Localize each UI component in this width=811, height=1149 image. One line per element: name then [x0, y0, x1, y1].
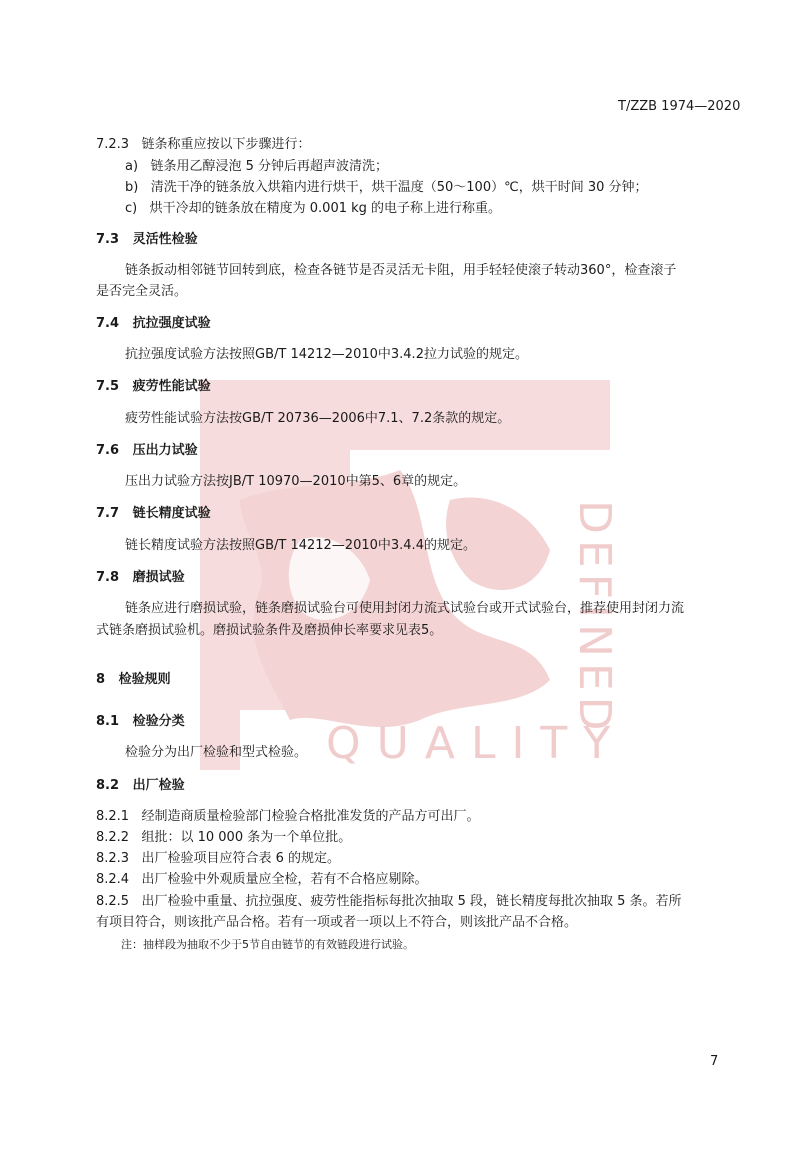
section-number: 8.2: [96, 778, 120, 793]
section-heading-8-1: [96, 713, 185, 731]
clause-text: 链条称重应按以下步骤进行：: [141, 137, 311, 152]
paragraph: 式链条磨损试验机。磨损试验条件及磨损伸长率要求见表5。: [96, 623, 443, 638]
clause-text: 出厂检验中外观质量应全检，若有不合格应剔除。: [141, 872, 428, 887]
clause-number: 7.2.3: [96, 137, 130, 152]
section-heading-7-7: [96, 505, 211, 523]
clause-text: 组批：以 10 000 条为一个单位批。: [141, 830, 352, 845]
watermark-defined: DEFINED: [569, 500, 620, 737]
list-item: [125, 200, 501, 218]
section-heading-7-4: [96, 315, 211, 333]
paragraph: 有项目符合，则该批产品合格。若有一项或者一项以上不符合，则该批产品不合格。: [96, 915, 578, 930]
paragraph: 是否完全灵活。: [96, 284, 188, 299]
section-heading-7-5: [96, 378, 211, 396]
list-marker: c): [125, 201, 138, 216]
chapter-heading-8: [96, 671, 171, 689]
section-heading-7-3: [96, 231, 198, 249]
section-heading-8-2: [96, 777, 185, 795]
paragraph: 检验分为出厂检验和型式检验。: [125, 745, 308, 760]
clause-number: 8.2.5: [96, 894, 130, 909]
section-title: 疲劳性能试验: [132, 379, 211, 394]
list-item: [125, 158, 388, 176]
clause-8-2-5: [96, 893, 682, 911]
clause-8-2-4: [96, 871, 428, 889]
section-title: 磨损试验: [132, 570, 185, 585]
paragraph: 链条应进行磨损试验，链条磨损试验台可使用封闭力流式试验台或开式试验台，推荐使用封闭力流: [125, 601, 685, 616]
section-number: 7.3: [96, 232, 120, 247]
list-text: 烘干冷却的链条放在精度为 0.001 kg 的电子称上进行称重。: [149, 201, 502, 216]
chapter-title: 检验规则: [118, 672, 171, 687]
list-text: 链条用乙醇浸泡 5 分钟后再超声波清洗；: [150, 159, 388, 174]
watermark-quality: QUALITY: [326, 718, 627, 769]
list-item: [125, 179, 648, 197]
section-number: 8.1: [96, 714, 120, 729]
clause-number: 8.2.1: [96, 809, 130, 824]
section-title: 检验分类: [132, 714, 185, 729]
list-text: 清洗干净的链条放入烘箱内进行烘干，烘干温度（50～100）℃，烘干时间 30 分钟；: [150, 180, 648, 195]
paragraph: 抗拉强度试验方法按照GB/T 14212—2010中3.4.2拉力试验的规定。: [125, 347, 528, 362]
paragraph: 压出力试验方法按JB/T 10970—2010中第5、6章的规定。: [125, 474, 467, 489]
clause-text: 经制造商质量检验部门检验合格批准发货的产品方可出厂。: [141, 809, 480, 824]
section-number: 7.6: [96, 443, 120, 458]
clause-number: 8.2.3: [96, 851, 130, 866]
clause-text: 出厂检验项目应符合表 6 的规定。: [141, 851, 341, 866]
paragraph: 链条扳动相邻链节回转到底，检查各链节是否灵活无卡阻，用手轻轻使滚子转动360°，检查滚子: [125, 263, 677, 278]
section-heading-7-6: [96, 442, 198, 460]
clause-number: 8.2.4: [96, 872, 130, 887]
list-marker: b): [125, 180, 139, 195]
section-title: 出厂检验: [132, 778, 185, 793]
note: 注：抽样段为抽取不少于5节自由链节的有效链段进行试验。: [121, 938, 414, 951]
section-title: 链长精度试验: [132, 506, 211, 521]
section-number: 7.5: [96, 379, 120, 394]
paragraph: 链长精度试验方法按照GB/T 14212—2010中3.4.4的规定。: [125, 538, 476, 553]
section-title: 压出力试验: [132, 443, 198, 458]
section-number: 7.7: [96, 506, 120, 521]
paragraph: 疲劳性能试验方法按GB/T 20736—2006中7.1、7.2条款的规定。: [125, 411, 511, 426]
clause-8-2-2: [96, 829, 351, 847]
chapter-number: 8: [96, 672, 106, 687]
clause-number: 8.2.2: [96, 830, 130, 845]
page-number: 7: [710, 1054, 719, 1069]
section-title: 灵活性检验: [132, 232, 198, 247]
section-heading-7-8: [96, 569, 185, 587]
clause-8-2-3: [96, 850, 340, 868]
clause-text: 出厂检验中重量、抗拉强度、疲劳性能指标每批次抽取 5 段，链长精度每批次抽取 5 条。若所: [141, 894, 682, 909]
section-number: 7.4: [96, 316, 120, 331]
section-number: 7.8: [96, 570, 120, 585]
clause-7-2-3: [96, 136, 311, 154]
list-marker: a): [125, 159, 139, 174]
section-title: 抗拉强度试验: [132, 316, 211, 331]
clause-8-2-1: [96, 808, 480, 826]
doc-id: T/ZZB 1974—2020: [618, 99, 741, 114]
